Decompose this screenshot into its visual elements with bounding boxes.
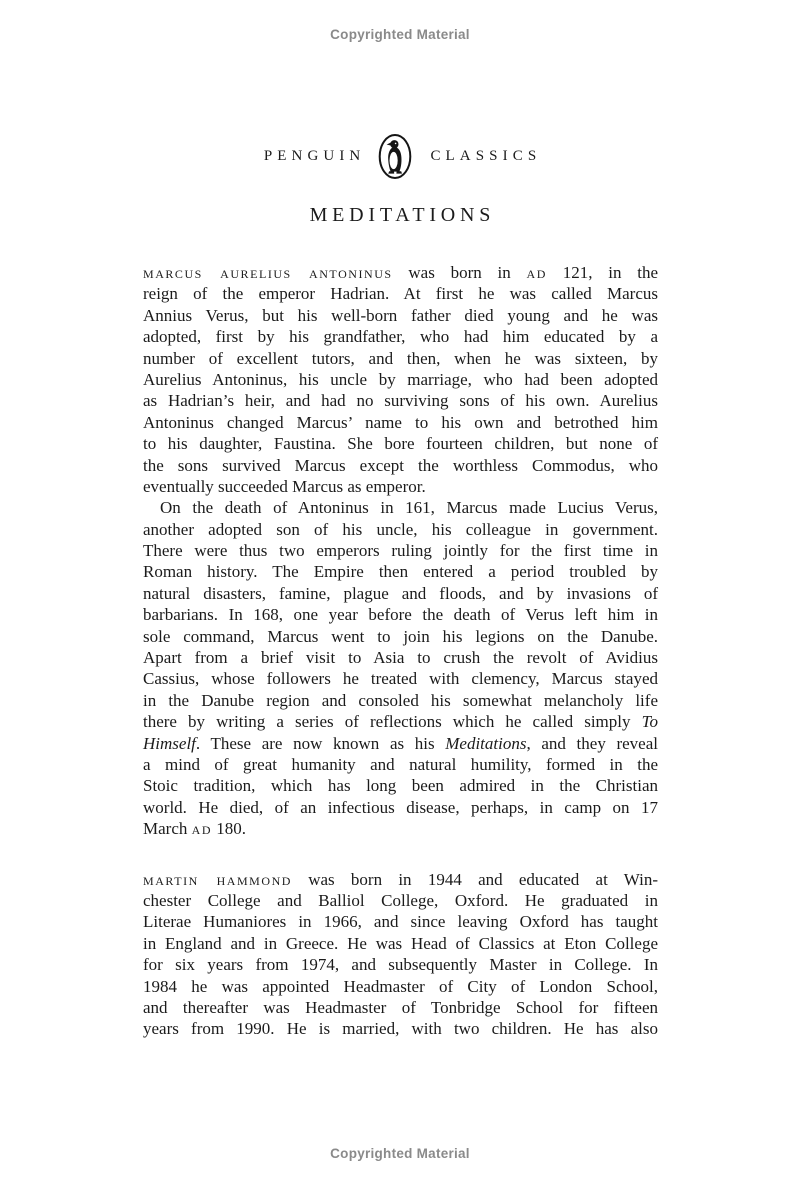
text-line: years from 1990. He is married, with two children. He has also <box>143 1019 658 1039</box>
text-line: the sons survived Marcus except the worthless Commodus, who <box>143 455 658 475</box>
text-line: and thereafter was Headmaster of Tonbridge School for fifteen <box>143 997 658 1017</box>
text-line: Literae Humaniores in 1966, and since leaving Oxford has taught <box>143 912 658 932</box>
text-line: Stoic tradition, which has long been admired in the Christian <box>143 776 658 796</box>
text-line: March ad 180. <box>143 819 247 839</box>
copyright-watermark-bottom: Copyrighted Material <box>330 1146 470 1161</box>
text-line: Annius Verus, but his well-born father died young and he was <box>143 305 658 325</box>
copyright-watermark-top: Copyrighted Material <box>330 27 470 42</box>
text-line: eventually succeeded Marcus as emperor. <box>143 476 426 496</box>
body-text <box>143 262 658 1040</box>
text-line: Aurelius Antoninus, his uncle by marriage, who had been adopted <box>143 369 658 389</box>
text-line: marcus aurelius antoninus was born in ad 121, in the <box>143 263 658 282</box>
text-line: there by writing a series of reflections which he called simply To <box>143 712 658 732</box>
text-line: barbarians. In 168, one year before the death of Verus left him in <box>143 605 658 625</box>
text-line: in the Danube region and consoled his somewhat melancholy life <box>143 690 658 710</box>
publisher-name-penguin: PENGUIN <box>263 147 366 164</box>
about-translator-hammond <box>143 869 658 1040</box>
text-line: sole command, Marcus went to join his legions on the Danube. <box>143 626 658 646</box>
publisher-name-classics: CLASSICS <box>430 147 542 164</box>
book-title: MEDITATIONS <box>309 204 496 226</box>
text-line: On the death of Antoninus in 161, Marcus made Lucius Verus, <box>160 498 658 518</box>
text-line: adopted, first by his grandfather, who had him educated by a <box>143 327 658 347</box>
about-author-marcus-2 <box>143 497 658 839</box>
text-line: number of excellent tutors, and then, when he was sixteen, by <box>143 348 658 368</box>
publisher-logo <box>0 131 800 181</box>
text-line: for six years from 1974, and subsequently Master in College. In <box>143 955 658 975</box>
text-line: as Hadrian’s heir, and had no surviving sons of his own. Aurelius <box>143 391 658 411</box>
text-line: reign of the emperor Hadrian. At first he was called Marcus <box>143 284 658 304</box>
penguin-icon <box>378 133 412 180</box>
text-line: 1984 he was appointed Headmaster of City of London School, <box>143 976 658 996</box>
text-line: a mind of great humanity and natural humility, formed in the <box>143 754 658 774</box>
text-line: to his daughter, Faustina. She bore fourteen children, but none of <box>143 434 658 454</box>
text-line: martin hammond was born in 1944 and educated at Win- <box>143 869 659 889</box>
text-line: another adopted son of his uncle, his colleague in government. <box>143 519 658 539</box>
text-line: There were thus two emperors ruling jointly for the first time in <box>143 541 658 561</box>
text-line: in England and in Greece. He was Head of Classics at Eton College <box>143 933 658 953</box>
text-line: chester College and Balliol College, Oxford. He graduated in <box>143 890 658 910</box>
text-line: world. He died, of an infectious disease, perhaps, in camp on 17 <box>143 797 658 817</box>
text-line: Roman history. The Empire then entered a period troubled by <box>143 562 658 582</box>
text-line: Himself. These are now known as his Meditations, and they reveal <box>143 733 658 753</box>
text-line: Cassius, whose followers he treated with clemency, Marcus stayed <box>143 669 658 689</box>
text-line: Antoninus changed Marcus’ name to his own and betrothed him <box>143 412 658 432</box>
text-line: natural disasters, famine, plague and floods, and by invasions of <box>143 583 658 603</box>
about-author-marcus-1 <box>143 262 658 497</box>
text-line: Apart from a brief visit to Asia to crush the revolt of Avidius <box>143 648 658 668</box>
